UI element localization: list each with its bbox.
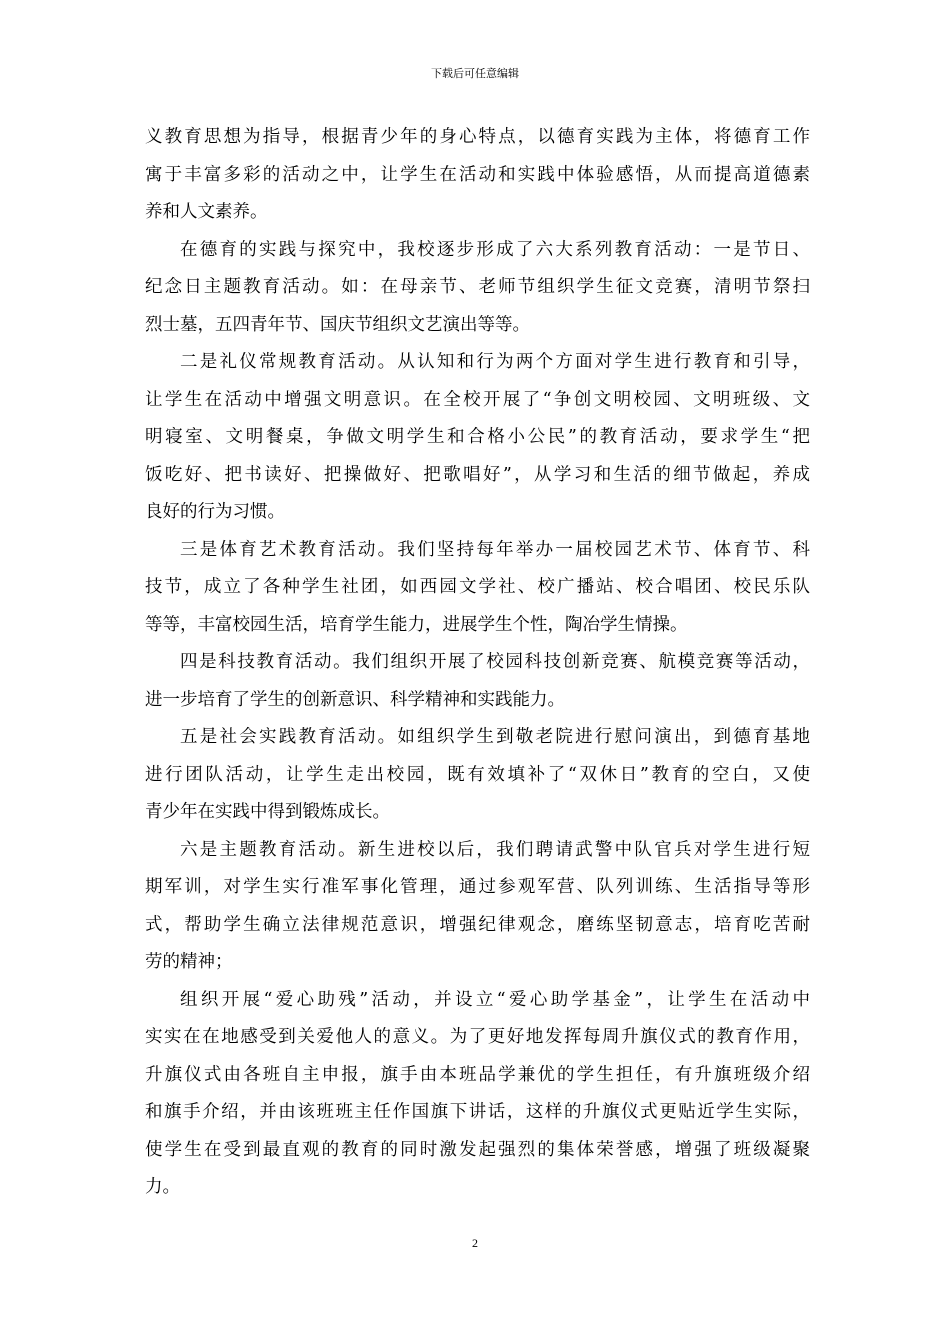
text-line: 力。 [145,1177,180,1197]
text-line: 明寝室、文明餐桌，争做文明学生和合格小公民”的教育活动，要求学生“把 [145,427,810,447]
paragraph [145,982,810,1207]
text-line: 饭吃好、把书读好、把操做好、把歌唱好”，从学习和生活的细节做起，养成 [145,464,810,485]
paragraph [145,719,810,832]
paragraph [145,119,810,232]
text-line: 青少年在实践中得到锻炼成长。 [145,802,390,822]
text-line: 寓于丰富多彩的活动之中，让学生在活动和实践中体验感悟，从而提高道德素 [145,164,810,185]
page-header: 下载后可任意编辑 [431,67,519,80]
paragraph [145,344,810,532]
text-line: 和旗手介绍，并由该班班主任作国旗下讲话，这样的升旗仪式更贴近学生实际， [145,1102,810,1122]
text-line: 式，帮助学生确立法律规范意识，增强纪律观念，磨练坚韧意志，培育吃苦耐 [145,914,810,935]
text-line: 三是体育艺术教育活动。我们坚持每年举办一届校园艺术节、体育节、科 [180,539,810,560]
text-line: 使学生在受到最直观的教育的同时激发起强烈的集体荣誉感，增强了班级凝聚 [145,1139,810,1160]
text-line: 养和人文素养。 [145,202,268,222]
text-line: 五是社会实践教育活动。如组织学生到敬老院进行慰问演出，到德育基地 [180,727,810,747]
document-body [145,119,810,1207]
paragraph [145,832,810,982]
paragraph [145,532,810,645]
text-line: 劳的精神； [145,952,233,972]
text-line: 烈士墓，五四青年节、国庆节组织文艺演出等等。 [145,314,530,335]
text-line: 等等，丰富校园生活，培育学生能力，进展学生个性，陶冶学生情操。 [145,614,688,635]
text-line: 四是科技教育活动。我们组织开展了校园科技创新竞赛、航模竞赛等活动， [180,652,810,672]
page-number: 2 [472,1236,478,1250]
text-line: 期军训，对学生实行准军事化管理，通过参观军营、队列训练、生活指导等形 [145,877,810,897]
text-line: 技节，成立了各种学生社团，如西园文学社、校广播站、校合唱团、校民乐队 [145,577,810,597]
paragraph [145,232,810,345]
text-line: 良好的行为习惯。 [145,502,285,522]
text-line: 义教育思想为指导，根据青少年的身心特点，以德育实践为主体，将德育工作 [145,127,810,147]
text-line: 让学生在活动中增强文明意识。在全校开展了“争创文明校园、文明班级、文 [145,389,810,410]
text-line: 进一步培育了学生的创新意识、科学精神和实践能力。 [145,689,565,710]
text-line: 纪念日主题教育活动。如：在母亲节、老师节组织学生征文竞赛，清明节祭扫 [145,277,810,297]
text-line: 在德育的实践与探究中，我校逐步形成了六大系列教育活动：一是节日、 [180,239,810,260]
text-line: 六是主题教育活动。新生进校以后，我们聘请武警中队官兵对学生进行短 [180,839,810,860]
text-line: 二是礼仪常规教育活动。从认知和行为两个方面对学生进行教育和引导， [180,352,810,372]
text-line: 进行团队活动，让学生走出校园，既有效填补了“双休日”教育的空白，又使 [145,764,810,785]
text-line: 实实在在地感受到关爱他人的意义。为了更好地发挥每周升旗仪式的教育作用， [145,1027,810,1047]
text-line: 组织开展“爱心助残”活动，并设立“爱心助学基金”，让学生在活动中 [180,989,810,1010]
paragraph [145,644,810,719]
text-line: 升旗仪式由各班自主申报，旗手由本班品学兼优的学生担任，有升旗班级介绍 [145,1064,810,1085]
